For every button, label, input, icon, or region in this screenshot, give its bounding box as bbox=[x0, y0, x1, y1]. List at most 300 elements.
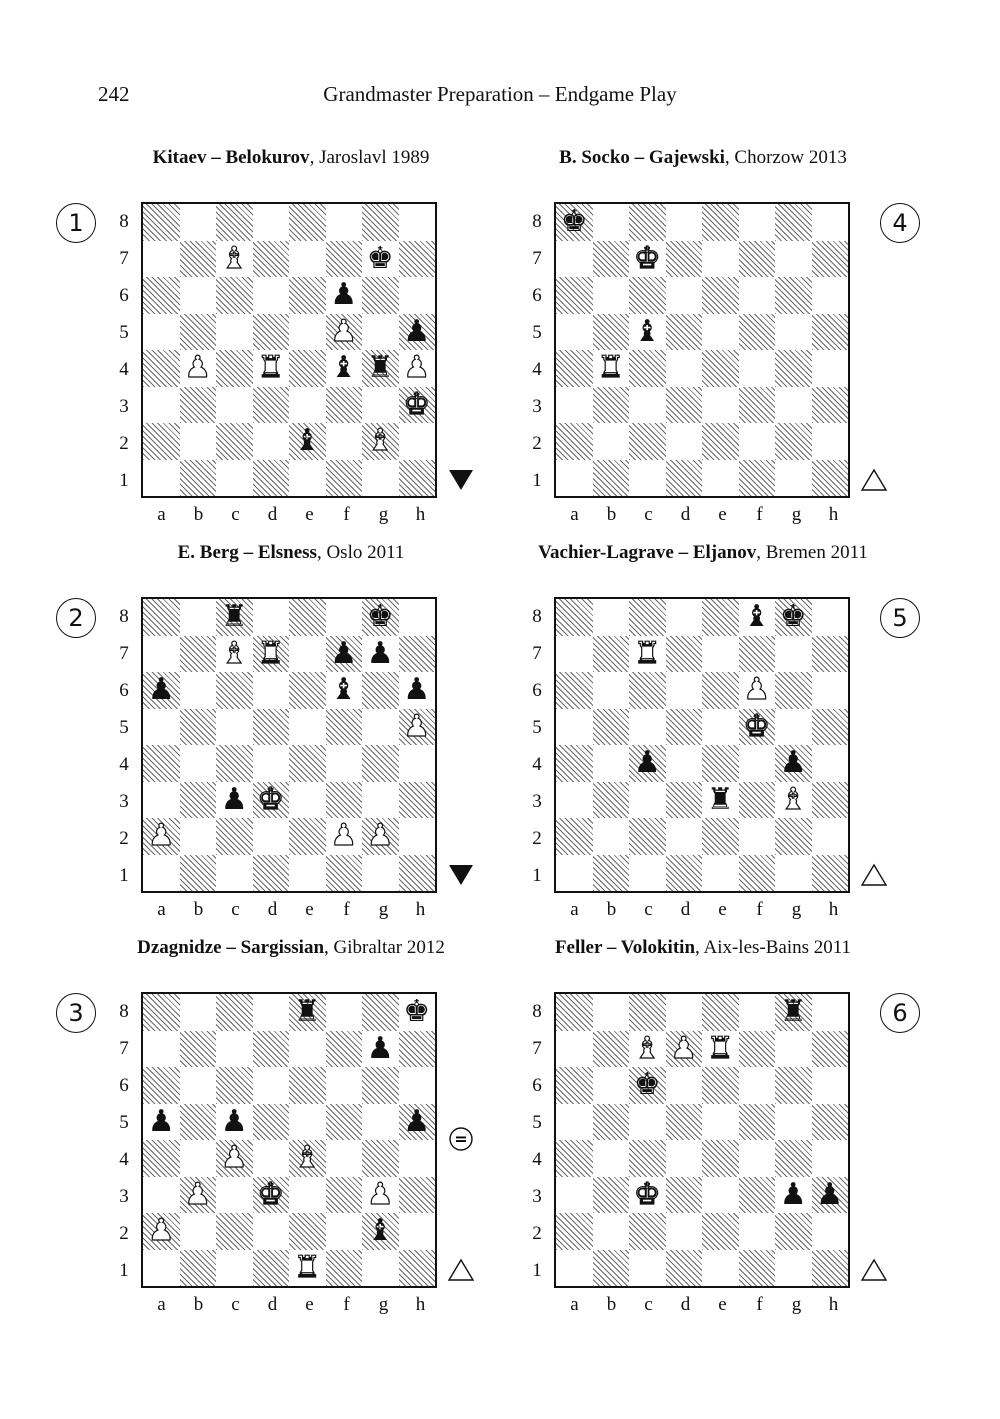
square-c1 bbox=[629, 855, 666, 892]
square-b8 bbox=[180, 599, 217, 636]
black-player-name: Belokurov bbox=[225, 147, 310, 168]
square-d6 bbox=[666, 672, 703, 709]
white-pawn-icon: ♟ bbox=[147, 1213, 175, 1249]
file-label: f bbox=[756, 504, 763, 525]
square-d1 bbox=[253, 460, 290, 497]
square-a6 bbox=[143, 277, 180, 314]
file-label: d bbox=[267, 504, 278, 525]
square-b7 bbox=[593, 241, 630, 278]
rank-label: 8 bbox=[119, 211, 129, 232]
square-a2 bbox=[143, 818, 180, 855]
square-a6 bbox=[143, 1067, 180, 1104]
square-f3 bbox=[739, 782, 776, 819]
rank-label: 7 bbox=[119, 1038, 129, 1059]
square-h3 bbox=[812, 387, 849, 424]
file-label: h bbox=[828, 1294, 839, 1315]
player-separator: – bbox=[673, 542, 693, 563]
square-d7 bbox=[666, 1031, 703, 1068]
black-pawn-icon: ♟ bbox=[330, 277, 358, 313]
square-a2 bbox=[556, 423, 593, 460]
square-e3 bbox=[289, 1177, 326, 1214]
white-to-move-icon bbox=[860, 861, 888, 889]
square-f2 bbox=[326, 818, 363, 855]
square-c3 bbox=[216, 782, 253, 819]
black-bishop-icon: ♝ bbox=[743, 599, 771, 635]
rank-label: 1 bbox=[119, 470, 129, 491]
white-king-icon: ♚ bbox=[257, 1176, 285, 1212]
square-f8 bbox=[326, 994, 363, 1031]
black-pawn-icon: ♟ bbox=[330, 635, 358, 671]
file-label: d bbox=[680, 1294, 691, 1315]
square-d6 bbox=[666, 277, 703, 314]
square-b3 bbox=[593, 1177, 630, 1214]
rank-label: 2 bbox=[532, 1223, 542, 1244]
black-pawn-icon: ♟ bbox=[633, 745, 661, 781]
square-a5 bbox=[556, 709, 593, 746]
square-b7 bbox=[593, 1031, 630, 1068]
square-c4 bbox=[216, 1140, 253, 1177]
rank-label: 1 bbox=[532, 865, 542, 886]
square-b3 bbox=[593, 387, 630, 424]
white-pawn-icon: ♟ bbox=[330, 313, 358, 349]
square-c4 bbox=[216, 350, 253, 387]
square-b1 bbox=[180, 855, 217, 892]
rank-label: 3 bbox=[532, 1186, 542, 1207]
square-b5 bbox=[593, 314, 630, 351]
square-b4 bbox=[593, 1140, 630, 1177]
square-d5 bbox=[253, 1104, 290, 1141]
square-h2 bbox=[399, 423, 436, 460]
square-g4 bbox=[362, 745, 399, 782]
page-number: 242 bbox=[98, 82, 130, 106]
square-d3 bbox=[666, 387, 703, 424]
rank-label: 5 bbox=[532, 717, 542, 738]
file-label: c bbox=[644, 899, 653, 920]
black-rook-icon: ♜ bbox=[220, 599, 248, 635]
square-a1 bbox=[143, 1250, 180, 1287]
square-c6 bbox=[629, 1067, 666, 1104]
rank-label: 1 bbox=[119, 865, 129, 886]
square-e1 bbox=[289, 1250, 326, 1287]
square-h6 bbox=[399, 672, 436, 709]
rank-label: 8 bbox=[532, 211, 542, 232]
rank-label: 3 bbox=[532, 791, 542, 812]
rank-label: 1 bbox=[119, 1260, 129, 1281]
square-f3 bbox=[739, 387, 776, 424]
black-to-move-icon bbox=[447, 466, 475, 494]
square-a5 bbox=[143, 1104, 180, 1141]
event-info: , Oslo 2011 bbox=[316, 542, 405, 563]
square-e3 bbox=[702, 387, 739, 424]
square-a7 bbox=[556, 241, 593, 278]
white-king-icon: ♚ bbox=[743, 708, 771, 744]
square-g8 bbox=[362, 599, 399, 636]
white-bishop-icon: ♝ bbox=[633, 1030, 661, 1066]
square-f3 bbox=[326, 1177, 363, 1214]
file-label: a bbox=[570, 504, 579, 525]
square-a2 bbox=[556, 818, 593, 855]
square-c4 bbox=[629, 1140, 666, 1177]
square-e2 bbox=[289, 1213, 326, 1250]
rank-label: 8 bbox=[119, 1001, 129, 1022]
white-pawn-icon: ♟ bbox=[366, 818, 394, 854]
square-g5 bbox=[362, 1104, 399, 1141]
square-h6 bbox=[399, 1067, 436, 1104]
square-e7 bbox=[289, 241, 326, 278]
square-e8 bbox=[289, 994, 326, 1031]
square-e2 bbox=[289, 818, 326, 855]
file-label: b bbox=[193, 504, 204, 525]
square-d4 bbox=[253, 350, 290, 387]
square-d7 bbox=[666, 241, 703, 278]
square-g3 bbox=[362, 1177, 399, 1214]
file-label: f bbox=[756, 1294, 763, 1315]
white-bishop-icon: ♝ bbox=[220, 635, 248, 671]
square-c8 bbox=[629, 994, 666, 1031]
square-a1 bbox=[556, 855, 593, 892]
square-g4 bbox=[362, 350, 399, 387]
rank-label: 4 bbox=[119, 754, 129, 775]
file-label: e bbox=[305, 1294, 314, 1315]
square-b4 bbox=[593, 350, 630, 387]
square-a4 bbox=[143, 350, 180, 387]
white-rook-icon: ♜ bbox=[293, 1249, 321, 1285]
square-b8 bbox=[180, 204, 217, 241]
square-g1 bbox=[362, 460, 399, 497]
square-d7 bbox=[253, 241, 290, 278]
square-b6 bbox=[593, 1067, 630, 1104]
square-a1 bbox=[556, 1250, 593, 1287]
square-g6 bbox=[775, 277, 812, 314]
event-info: , Chorzow 2013 bbox=[724, 147, 847, 168]
square-g3 bbox=[362, 782, 399, 819]
square-d2 bbox=[253, 1213, 290, 1250]
square-b7 bbox=[180, 241, 217, 278]
square-g2 bbox=[775, 818, 812, 855]
square-d3 bbox=[253, 1177, 290, 1214]
file-label: e bbox=[305, 504, 314, 525]
event-info: , Gibraltar 2012 bbox=[324, 937, 445, 958]
square-b2 bbox=[180, 1213, 217, 1250]
equal-evaluation-icon bbox=[447, 1125, 475, 1153]
square-b3 bbox=[180, 1177, 217, 1214]
square-e1 bbox=[702, 855, 739, 892]
black-king-icon: ♚ bbox=[366, 240, 394, 276]
square-f7 bbox=[739, 636, 776, 673]
file-label: h bbox=[415, 1294, 426, 1315]
square-h1 bbox=[399, 855, 436, 892]
square-b6 bbox=[180, 672, 217, 709]
event-info: , Bremen 2011 bbox=[756, 542, 868, 563]
square-e7 bbox=[289, 1031, 326, 1068]
square-g7 bbox=[775, 1031, 812, 1068]
square-b3 bbox=[593, 782, 630, 819]
square-f7 bbox=[739, 1031, 776, 1068]
square-h4 bbox=[399, 1140, 436, 1177]
square-c7 bbox=[629, 636, 666, 673]
square-a4 bbox=[556, 1140, 593, 1177]
square-e5 bbox=[702, 709, 739, 746]
square-e1 bbox=[289, 855, 326, 892]
square-f7 bbox=[326, 1031, 363, 1068]
square-g7 bbox=[362, 1031, 399, 1068]
black-pawn-icon: ♟ bbox=[147, 1103, 175, 1139]
square-a3 bbox=[556, 782, 593, 819]
square-e2 bbox=[702, 423, 739, 460]
square-d5 bbox=[666, 709, 703, 746]
square-f4 bbox=[326, 350, 363, 387]
rank-label: 7 bbox=[532, 643, 542, 664]
square-c7 bbox=[216, 636, 253, 673]
square-g8 bbox=[775, 599, 812, 636]
diagram-caption bbox=[473, 542, 933, 564]
square-h6 bbox=[399, 277, 436, 314]
file-label: f bbox=[343, 899, 350, 920]
file-label: d bbox=[680, 899, 691, 920]
square-a3 bbox=[143, 1177, 180, 1214]
square-h1 bbox=[812, 1250, 849, 1287]
square-g6 bbox=[362, 277, 399, 314]
square-f1 bbox=[739, 460, 776, 497]
square-h5 bbox=[399, 709, 436, 746]
rank-label: 2 bbox=[119, 433, 129, 454]
rank-label: 7 bbox=[532, 248, 542, 269]
square-a6 bbox=[556, 277, 593, 314]
white-king-icon: ♚ bbox=[633, 1176, 661, 1212]
player-separator: – bbox=[629, 147, 649, 168]
evaluation-symbol: = bbox=[454, 1129, 468, 1149]
black-pawn-icon: ♟ bbox=[403, 313, 431, 349]
file-label: g bbox=[791, 899, 802, 920]
square-e6 bbox=[289, 1067, 326, 1104]
square-h5 bbox=[812, 1104, 849, 1141]
white-player-name: Feller bbox=[554, 937, 603, 958]
square-a8 bbox=[556, 994, 593, 1031]
square-h8 bbox=[812, 994, 849, 1031]
rank-label: 3 bbox=[119, 1186, 129, 1207]
square-b8 bbox=[593, 599, 630, 636]
square-f1 bbox=[739, 855, 776, 892]
square-a5 bbox=[143, 314, 180, 351]
square-d2 bbox=[666, 423, 703, 460]
square-f4 bbox=[739, 1140, 776, 1177]
square-b4 bbox=[180, 1140, 217, 1177]
square-c4 bbox=[629, 745, 666, 782]
square-h7 bbox=[812, 241, 849, 278]
file-label: d bbox=[267, 899, 278, 920]
square-c1 bbox=[216, 855, 253, 892]
square-h4 bbox=[812, 350, 849, 387]
black-pawn-icon: ♟ bbox=[779, 1176, 807, 1212]
square-c5 bbox=[216, 709, 253, 746]
square-c1 bbox=[216, 1250, 253, 1287]
square-b6 bbox=[593, 277, 630, 314]
black-bishop-icon: ♝ bbox=[330, 672, 358, 708]
chess-board bbox=[554, 202, 850, 498]
square-c3 bbox=[629, 1177, 666, 1214]
square-g3 bbox=[362, 387, 399, 424]
running-head: Grandmaster Preparation – Endgame Play bbox=[323, 82, 677, 106]
square-h3 bbox=[399, 1177, 436, 1214]
square-c4 bbox=[216, 745, 253, 782]
square-h7 bbox=[812, 1031, 849, 1068]
square-c3 bbox=[216, 1177, 253, 1214]
square-f8 bbox=[326, 599, 363, 636]
diagram-caption bbox=[61, 147, 521, 169]
rank-label: 5 bbox=[532, 1112, 542, 1133]
square-c5 bbox=[216, 314, 253, 351]
square-d6 bbox=[253, 277, 290, 314]
square-c2 bbox=[216, 423, 253, 460]
square-h8 bbox=[399, 599, 436, 636]
square-b8 bbox=[593, 204, 630, 241]
square-c6 bbox=[629, 277, 666, 314]
black-pawn-icon: ♟ bbox=[220, 1103, 248, 1139]
square-b5 bbox=[593, 1104, 630, 1141]
square-a3 bbox=[143, 782, 180, 819]
rank-label: 1 bbox=[532, 1260, 542, 1281]
file-label: b bbox=[606, 504, 617, 525]
square-e4 bbox=[702, 745, 739, 782]
square-g6 bbox=[775, 1067, 812, 1104]
square-h6 bbox=[812, 277, 849, 314]
square-d8 bbox=[666, 599, 703, 636]
file-label: d bbox=[267, 1294, 278, 1315]
square-d5 bbox=[253, 709, 290, 746]
square-d4 bbox=[666, 745, 703, 782]
black-bishop-icon: ♝ bbox=[633, 313, 661, 349]
square-e2 bbox=[702, 1213, 739, 1250]
square-e5 bbox=[289, 314, 326, 351]
square-g8 bbox=[362, 994, 399, 1031]
square-h7 bbox=[812, 636, 849, 673]
square-g8 bbox=[775, 204, 812, 241]
square-e8 bbox=[702, 994, 739, 1031]
square-f6 bbox=[326, 277, 363, 314]
square-f5 bbox=[326, 314, 363, 351]
square-d3 bbox=[666, 782, 703, 819]
diagram-number-badge: 6 bbox=[880, 993, 920, 1033]
square-e1 bbox=[702, 1250, 739, 1287]
rank-label: 6 bbox=[119, 1075, 129, 1096]
black-rook-icon: ♜ bbox=[706, 781, 734, 817]
square-f1 bbox=[326, 1250, 363, 1287]
square-b6 bbox=[180, 1067, 217, 1104]
square-a7 bbox=[556, 1031, 593, 1068]
square-g7 bbox=[362, 241, 399, 278]
square-d5 bbox=[666, 1104, 703, 1141]
player-separator: – bbox=[238, 542, 258, 563]
square-e8 bbox=[702, 204, 739, 241]
square-h8 bbox=[399, 994, 436, 1031]
square-d8 bbox=[253, 204, 290, 241]
square-a8 bbox=[143, 599, 180, 636]
square-b5 bbox=[180, 1104, 217, 1141]
square-h6 bbox=[812, 672, 849, 709]
rank-label: 7 bbox=[532, 1038, 542, 1059]
white-rook-icon: ♜ bbox=[257, 635, 285, 671]
diagram-number-badge: 4 bbox=[880, 203, 920, 243]
black-rook-icon: ♜ bbox=[293, 994, 321, 1030]
square-a6 bbox=[556, 672, 593, 709]
square-f5 bbox=[739, 1104, 776, 1141]
square-c2 bbox=[216, 1213, 253, 1250]
rank-label: 3 bbox=[119, 396, 129, 417]
square-h2 bbox=[812, 818, 849, 855]
square-h7 bbox=[399, 1031, 436, 1068]
square-f4 bbox=[739, 350, 776, 387]
square-g2 bbox=[362, 1213, 399, 1250]
square-b7 bbox=[180, 1031, 217, 1068]
square-c7 bbox=[629, 1031, 666, 1068]
rank-label: 2 bbox=[119, 1223, 129, 1244]
square-h4 bbox=[812, 1140, 849, 1177]
rank-label: 8 bbox=[532, 606, 542, 627]
square-f1 bbox=[326, 460, 363, 497]
white-player-name: Vachier-Lagrave bbox=[538, 542, 674, 563]
square-d7 bbox=[253, 636, 290, 673]
square-g5 bbox=[362, 709, 399, 746]
file-label: g bbox=[378, 504, 389, 525]
file-label: c bbox=[644, 504, 653, 525]
square-e3 bbox=[702, 782, 739, 819]
square-c8 bbox=[216, 994, 253, 1031]
square-f2 bbox=[326, 1213, 363, 1250]
square-g7 bbox=[775, 241, 812, 278]
square-a1 bbox=[143, 460, 180, 497]
chess-board bbox=[554, 992, 850, 1288]
diagram-caption bbox=[473, 937, 933, 959]
file-label: b bbox=[606, 1294, 617, 1315]
square-a3 bbox=[556, 387, 593, 424]
square-d2 bbox=[253, 423, 290, 460]
square-f6 bbox=[739, 672, 776, 709]
square-e5 bbox=[702, 314, 739, 351]
square-d2 bbox=[253, 818, 290, 855]
square-f4 bbox=[739, 745, 776, 782]
file-label: a bbox=[570, 1294, 579, 1315]
square-g5 bbox=[775, 709, 812, 746]
square-e5 bbox=[289, 709, 326, 746]
file-label: f bbox=[756, 899, 763, 920]
square-h8 bbox=[399, 204, 436, 241]
square-f8 bbox=[326, 204, 363, 241]
square-d8 bbox=[253, 599, 290, 636]
square-c6 bbox=[216, 672, 253, 709]
square-f2 bbox=[326, 423, 363, 460]
square-d7 bbox=[666, 636, 703, 673]
black-pawn-icon: ♟ bbox=[403, 672, 431, 708]
black-pawn-icon: ♟ bbox=[147, 672, 175, 708]
square-c1 bbox=[629, 460, 666, 497]
black-to-move-icon bbox=[447, 861, 475, 889]
chess-board bbox=[141, 202, 437, 498]
square-h4 bbox=[399, 745, 436, 782]
square-d3 bbox=[666, 1177, 703, 1214]
square-d6 bbox=[666, 1067, 703, 1104]
file-label: a bbox=[157, 504, 166, 525]
player-separator: – bbox=[221, 937, 241, 958]
black-pawn-icon: ♟ bbox=[366, 1030, 394, 1066]
square-c2 bbox=[629, 818, 666, 855]
square-b2 bbox=[593, 818, 630, 855]
square-d4 bbox=[666, 1140, 703, 1177]
black-player-name: Elsness bbox=[257, 542, 317, 563]
file-label: g bbox=[378, 1294, 389, 1315]
white-king-icon: ♚ bbox=[257, 781, 285, 817]
square-c8 bbox=[629, 599, 666, 636]
file-label: f bbox=[343, 1294, 350, 1315]
